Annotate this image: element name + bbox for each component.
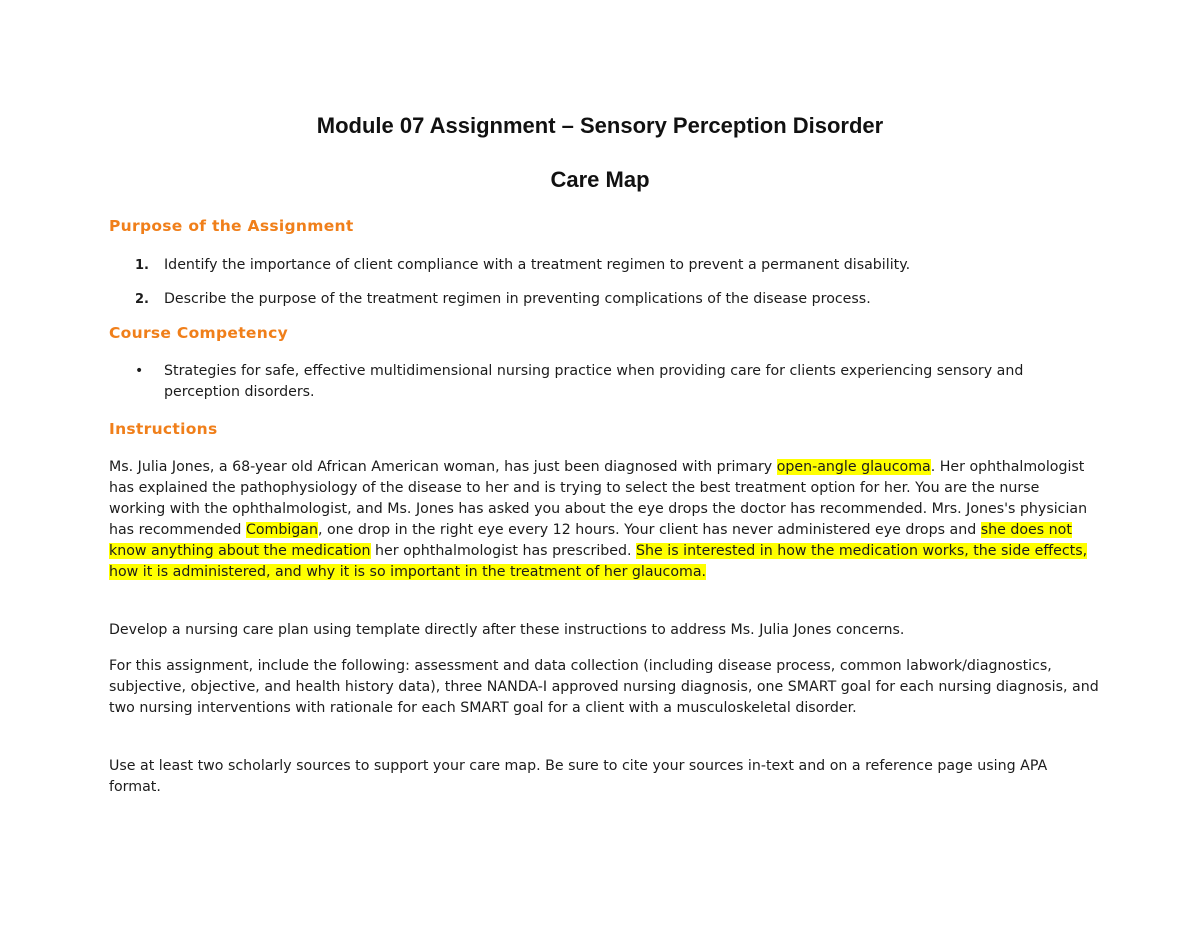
competency-item-1	[109, 361, 1099, 403]
list-item-text: Strategies for safe, effective multidimensional nursing practice when providing care for clients experiencing sensory and perception disorders.	[164, 363, 1024, 400]
list-item-text: Describe the purpose of the treatment regimen in preventing complications of the disease process.	[164, 291, 871, 307]
sources-paragraph: Use at least two scholarly sources to support your care map. Be sure to cite your sources in-text and on a reference page using APA format.	[109, 758, 1048, 795]
scenario-text: Ms. Julia Jones, a 68-year old African American woman, has just been diagnosed with primary	[109, 459, 777, 475]
list-number: 1.	[135, 258, 149, 273]
requirements-paragraph: For this assignment, include the following: assessment and data collection (including disease process, common labwork/diagnostics, subjective, objective, and health history data), three NANDA-I approved nursing diagnosis, one SMART goal for each nursing diagnosis, and two nursing interventions with rationale for each SMART goal for a client with a musculoskeletal disorder.	[109, 658, 1099, 716]
instructions-heading: Instructions	[109, 420, 218, 438]
scenario-text: . Her ophthalmologist has explained the pathophysiology of the disease to her and is trying to select the best treatment option for her. You are the nurse working with the ophthalmologist, and Ms. Jones has asked you about the eye drops the doctor has recommended. Mrs. Jones's physician has recommended	[109, 459, 1088, 538]
scenario-text: , one drop in the right eye every 12 hours. Your client has never administered eye drops and	[317, 522, 981, 538]
document-subtitle: Care Map	[550, 167, 650, 192]
highlight-medication: Combigan	[245, 522, 318, 538]
scenario-paragraph	[109, 457, 1099, 583]
highlight-interest: She is interested in how the medication works, the side effects, how it is administered, and why it is so important in the treatment of her glaucoma.	[109, 543, 1088, 580]
highlight-diagnosis: open-angle glaucoma	[776, 459, 931, 475]
purpose-heading: Purpose of the Assignment	[109, 217, 354, 235]
bullet-icon: •	[135, 363, 144, 379]
competency-heading: Course Competency	[109, 324, 288, 342]
care-plan-paragraph: Develop a nursing care plan using template directly after these instructions to address Ms. Julia Jones concerns.	[109, 622, 905, 638]
list-number: 2.	[135, 292, 149, 307]
scenario-text: her ophthalmologist has prescribed.	[370, 543, 637, 559]
purpose-item-2	[109, 289, 1099, 310]
purpose-item-1	[109, 255, 1099, 276]
document-title: Module 07 Assignment – Sensory Perception Disorder	[316, 113, 884, 138]
list-item-text: Identify the importance of client compliance with a treatment regimen to prevent a permanent disability.	[164, 257, 911, 273]
highlight-knowledge: she does not know anything about the medication	[109, 522, 1072, 559]
